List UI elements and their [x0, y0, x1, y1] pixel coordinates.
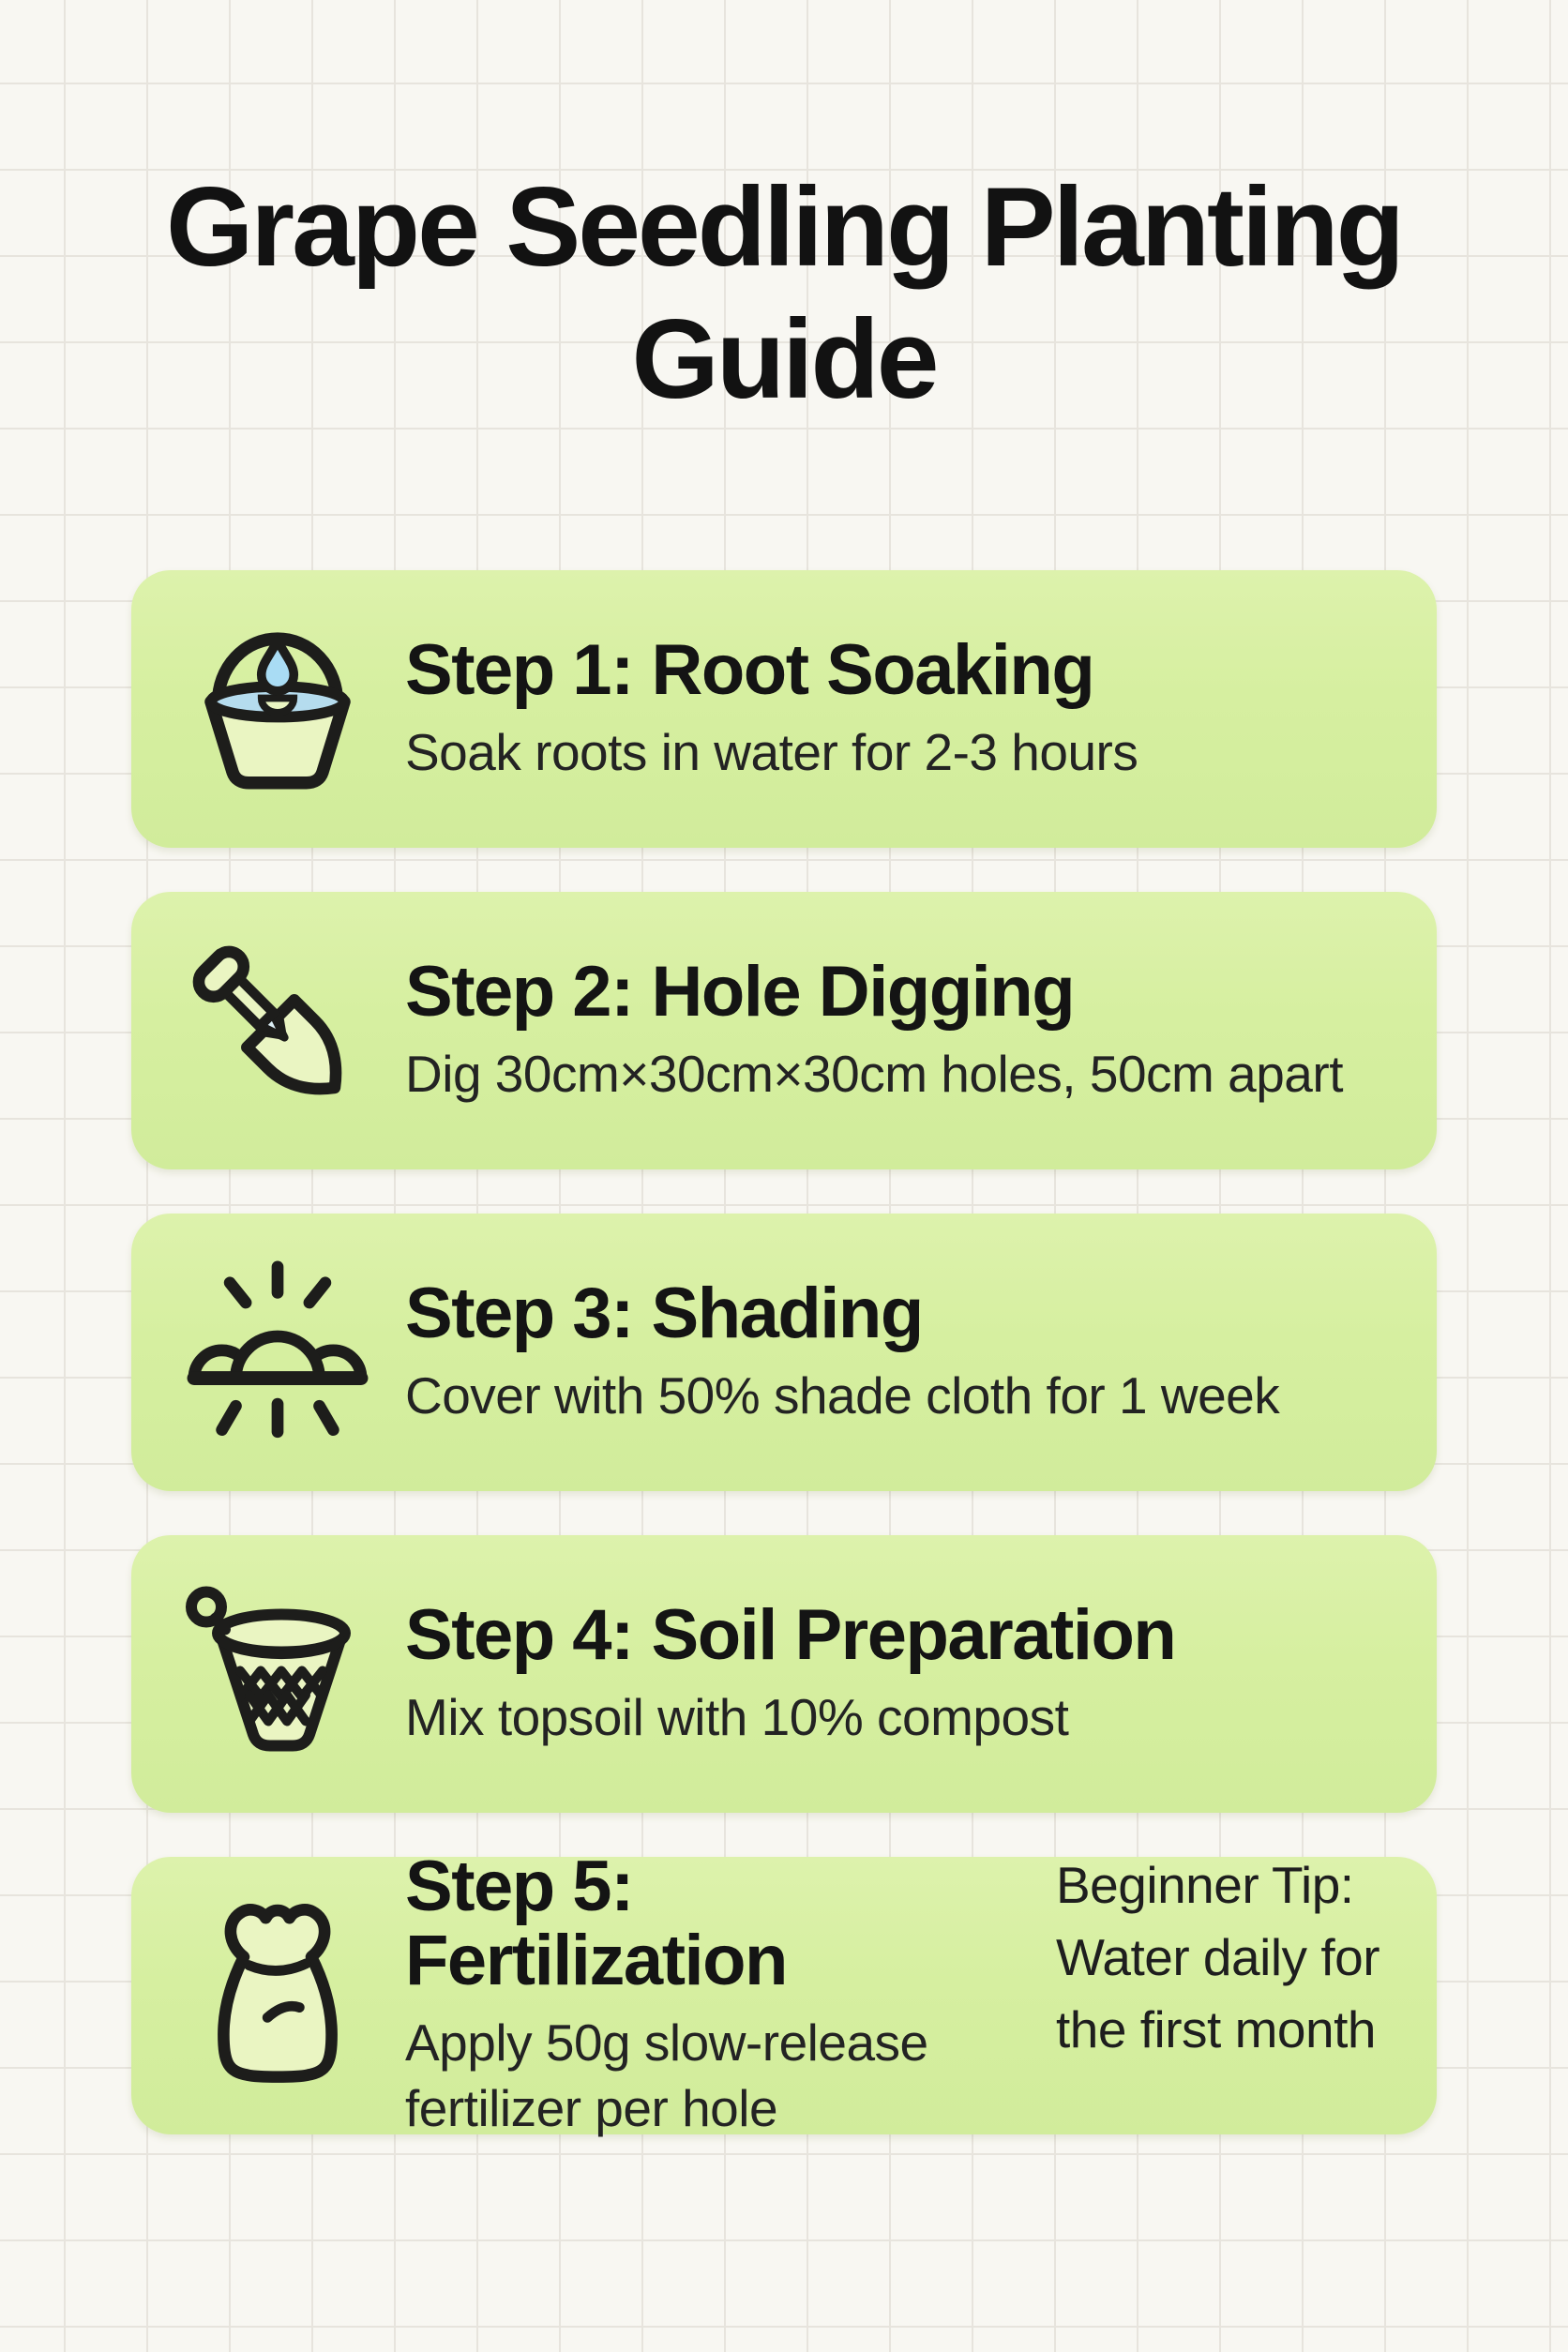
step-5-title: Step 5: Fertilization [405, 1847, 787, 2001]
step-5-text [405, 1849, 1450, 2142]
beginner-tip [1056, 1849, 1450, 2066]
step-5-subtitle: Apply 50g slow-release fertilizer per hole [405, 2013, 928, 2138]
step-card-3 [131, 1214, 1437, 1491]
step-3-subtitle: Cover with 50% shade cloth for 1 week [405, 1365, 1280, 1425]
step-2-subtitle: Dig 30cm×30cm×30cm holes, 50cm apart [405, 1044, 1343, 1103]
page-title-line-2: Guide [631, 296, 937, 422]
beginner-tip-text: Water daily for the first month [1056, 1928, 1380, 2059]
step-4-title: Step 4: Soil Preparation [405, 1594, 1176, 1675]
step-4-text [405, 1594, 1176, 1751]
step-1-subtitle: Soak roots in water for 2-3 hours [405, 722, 1138, 781]
step-1-text [405, 629, 1138, 786]
shovel-icon [178, 913, 377, 1148]
step-5-main [405, 1849, 1022, 2142]
step-3-text [405, 1273, 1280, 1429]
sun-shade-icon [178, 1235, 377, 1470]
steps-list [0, 570, 1568, 2138]
step-2-text [405, 951, 1343, 1108]
step-card-1 [131, 570, 1437, 848]
step-card-4 [131, 1535, 1437, 1813]
fertilizer-bag-icon [178, 1878, 377, 2113]
soil-sieve-icon [178, 1557, 377, 1791]
step-4-subtitle: Mix topsoil with 10% compost [405, 1687, 1069, 1746]
page-title-line-1: Grape Seedling Planting [166, 164, 1402, 290]
step-1-title: Step 1: Root Soaking [405, 629, 1094, 710]
step-card-5 [131, 1847, 1437, 2138]
step-3-title: Step 3: Shading [405, 1273, 923, 1353]
step-card-2 [131, 892, 1437, 1169]
step-2-title: Step 2: Hole Digging [405, 951, 1075, 1032]
beginner-tip-label: Beginner Tip: [1056, 1856, 1354, 1915]
water-bucket-icon [178, 592, 377, 826]
page-title [0, 0, 1568, 426]
